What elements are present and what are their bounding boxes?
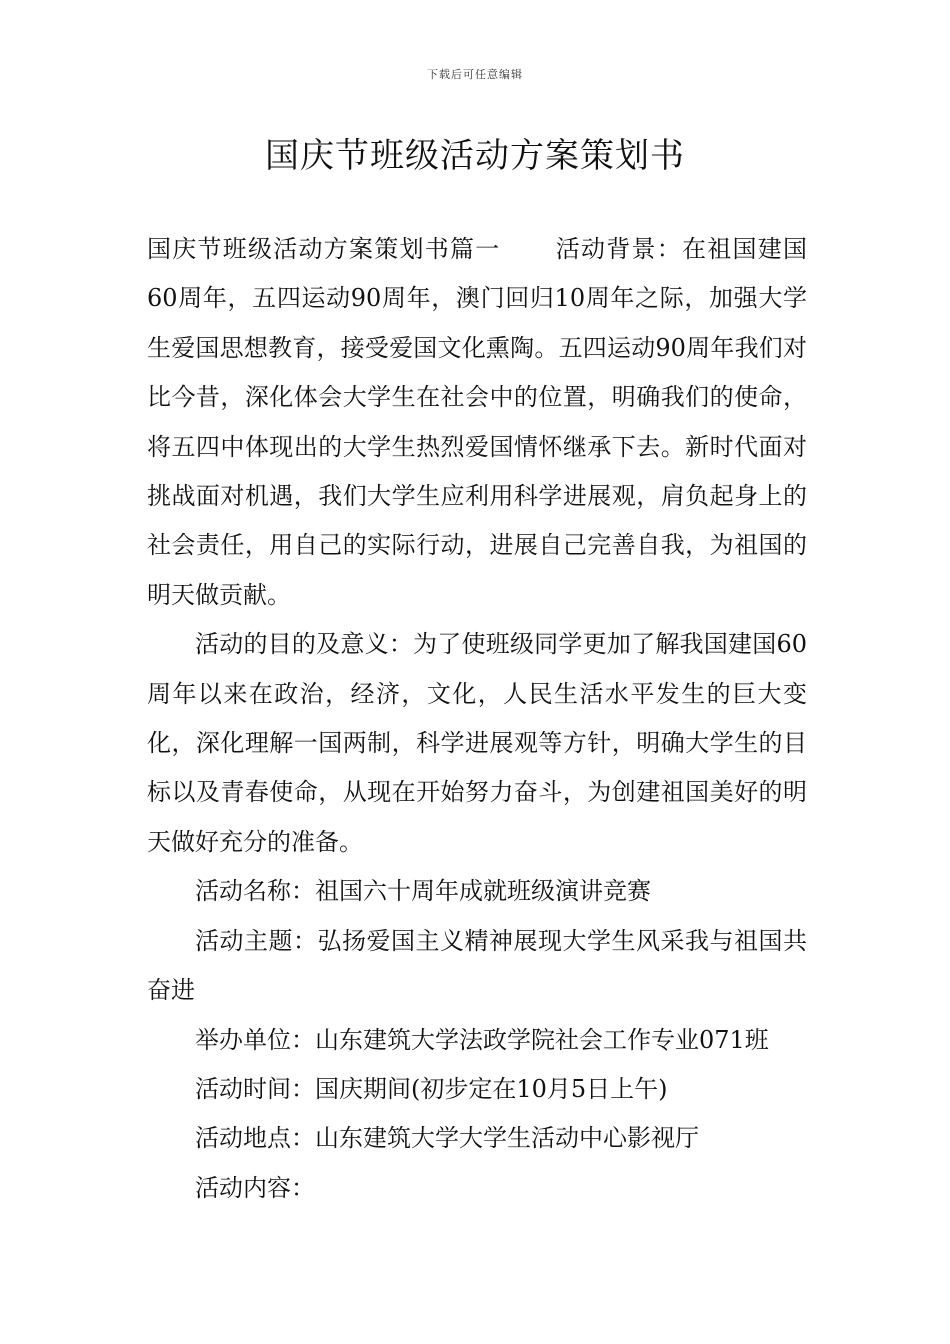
document-body — [147, 225, 807, 1213]
background-paragraph — [147, 225, 807, 620]
purpose-paragraph: 活动的目的及意义：为了使班级同学更加了解我国建国60周年以来在政治，经济，文化，人民生活水平发生的巨大变化，深化理解一国两制，科学进展观等方针，明确大学生的目标以及青春使命，从现在开始努力奋斗，为创建祖国美好的明天做好充分的准备。 — [147, 630, 807, 856]
section-heading: 国庆节班级活动方案策划书篇一 — [147, 235, 501, 263]
document-title: 国庆节班级活动方案策划书 — [265, 136, 685, 176]
page-header-note: 下载后可任意编辑 — [427, 68, 523, 81]
activity-organizer: 举办单位：山东建筑大学法政学院社会工作专业071班 — [195, 1025, 769, 1054]
activity-theme: 活动主题：弘扬爱国主义精神展现大学生风采我与祖国共奋进 — [147, 926, 807, 1005]
activity-content: 活动内容： — [195, 1173, 315, 1202]
activity-location: 活动地点：山东建筑大学大学生活动中心影视厅 — [195, 1124, 699, 1153]
activity-time: 活动时间：国庆期间(初步定在10月5日上午) — [195, 1074, 668, 1103]
background-text: 活动背景：在祖国建国60周年，五四运动90周年，澳门回归10周年之际，加强大学生爱国思想教育，接受爱国文化熏陶。五四运动90周年我们对比今昔，深化体会大学生在社会中的位置，明确我们的使命，将五四中体现出的大学生热烈爱国情怀继承下去。新时代面对挑战面对机遇，我们大学生应利用科学进展观，肩负起身上的社会责任，用自己的实际行动，进展自己完善自我，为祖国的明天做贡献。 — [147, 235, 807, 609]
activity-name: 活动名称：祖国六十周年成就班级演讲竞赛 — [195, 877, 651, 906]
